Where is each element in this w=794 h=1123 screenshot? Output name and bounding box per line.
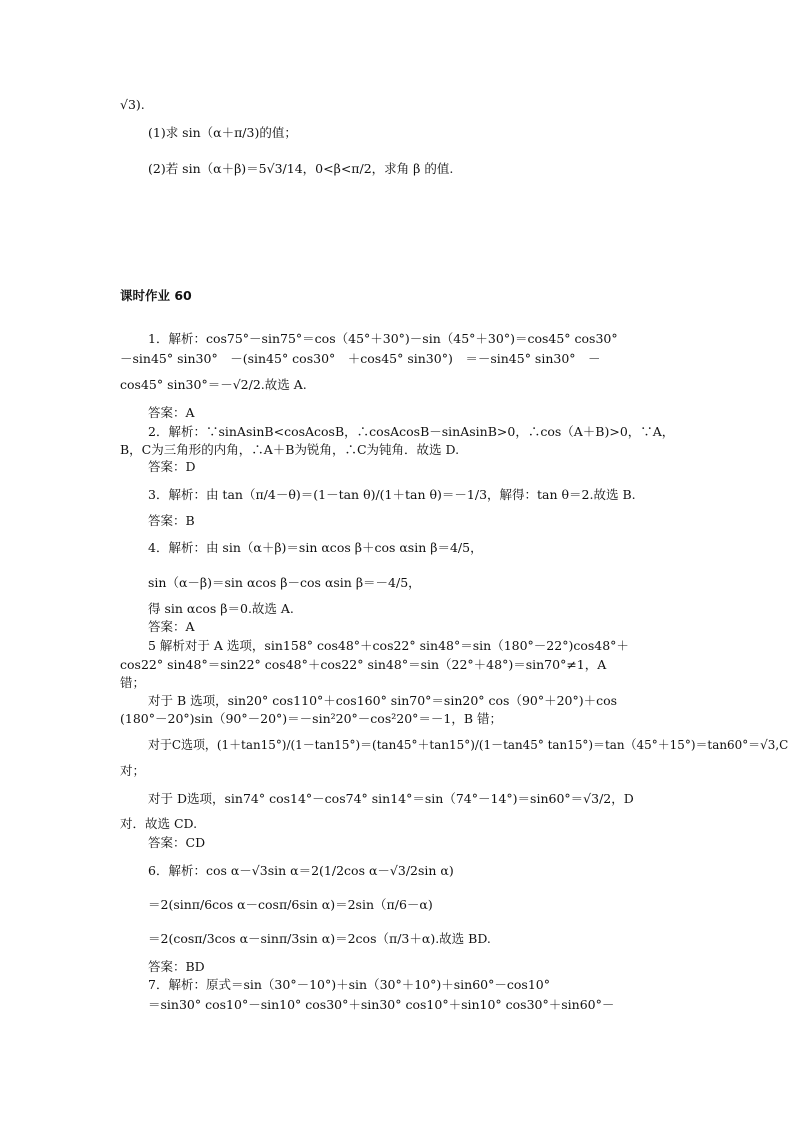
solution-line: 对于 B 选项，sin20° cos110°＋cos160° sin70°＝sin20° cos（90°＋20°)＋cos xyxy=(148,693,618,708)
solution-line: ＝2(cosπ/3cos α－sinπ/3sin α)＝2cos（π/3＋α).故选 BD. xyxy=(148,931,491,946)
solution-line: cos22° sin48°＝sin22° cos48°＋cos22° sin48°＝sin（22°＋48°)＝sin70°≠1，A xyxy=(120,657,607,672)
answer-line: 答案：CD xyxy=(148,835,206,850)
solution-line: 对； xyxy=(120,763,146,778)
answer-line: 答案：A xyxy=(148,619,195,634)
solution-line: 2．解析：∵sinAsinB<cosAcosB，∴cosAcosB－sinAsinB>0，∴cos（A＋B)>0，∵A， xyxy=(148,424,675,439)
solution-line: ＝2(sinπ/6cos α－cosπ/6sin α)＝2sin（π/6－α) xyxy=(148,897,433,912)
solution-line: 3．解析：由 tan（π/4－θ)＝(1－tan θ)/(1＋tan θ)＝－1/3，解得：tan θ＝2.故选 B. xyxy=(148,487,636,502)
problem-part-1: (1)求 sin（α＋π/3)的值； xyxy=(148,125,297,140)
solution-line: B，C为三角形的内角，∴A＋B为锐角，∴C为钝角．故选 D. xyxy=(120,442,460,457)
solution-line: 4．解析：由 sin（α＋β)＝sin αcos β＋cos αsin β＝4/5， xyxy=(148,540,483,555)
solution-line: 对．故选 CD. xyxy=(120,816,198,831)
answer-line: 答案：D xyxy=(148,459,196,474)
solution-line: cos45° sin30°＝－√2/2.故选 A. xyxy=(120,377,307,392)
solution-line: (180°－20°)sin（90°－20°)＝－sin²20°－cos²20°＝－1，B 错； xyxy=(120,711,503,726)
solution-line: 对于C选项，(1＋tan15°)/(1－tan15°)＝(tan45°＋tan15°)/(1－tan45° tan15°)＝tan（45°＋15°)＝tan60°＝√3,C xyxy=(148,737,789,752)
solution-line: 得 sin αcos β＝0.故选 A. xyxy=(148,601,294,616)
solution-line: 7．解析：原式＝sin（30°－10°)＋sin（30°＋10°)＋sin60°－cos10° xyxy=(148,977,550,992)
solution-line: ＝sin30° cos10°－sin10° cos30°＋sin30° cos10°＋sin10° cos30°＋sin60°－ xyxy=(148,997,615,1012)
answer-line: 答案：BD xyxy=(148,959,205,974)
solution-line: 对于 D选项，sin74° cos14°－cos74° sin14°＝sin（74°－14°)＝sin60°＝√3/2，D xyxy=(148,791,634,806)
solution-line: 错； xyxy=(120,675,146,690)
solution-line: 5 解析对于 A 选项，sin158° cos48°＋cos22° sin48°＝sin（180°－22°)cos48°＋ xyxy=(148,638,629,653)
answer-line: 答案：B xyxy=(148,513,195,528)
solution-line: －sin45° sin30° －(sin45° cos30° ＋cos45° sin30°) ＝－sin45° sin30° － xyxy=(120,351,601,366)
solution-line: 6．解析：cos α－√3sin α＝2(1/2cos α－√3/2sin α) xyxy=(148,863,454,878)
problem-continuation: √3). xyxy=(120,97,145,112)
solution-line: sin（α－β)＝sin αcos β－cos αsin β＝－4/5， xyxy=(148,575,421,590)
answer-line: 答案：A xyxy=(148,405,195,420)
section-title: 课时作业 60 xyxy=(120,288,192,303)
solution-line: 1．解析：cos75°－sin75°＝cos（45°＋30°)－sin（45°＋30°)＝cos45° cos30° xyxy=(148,331,618,346)
problem-part-2: (2)若 sin（α＋β)＝5√3/14，0<β<π/2，求角 β 的值. xyxy=(148,161,454,176)
